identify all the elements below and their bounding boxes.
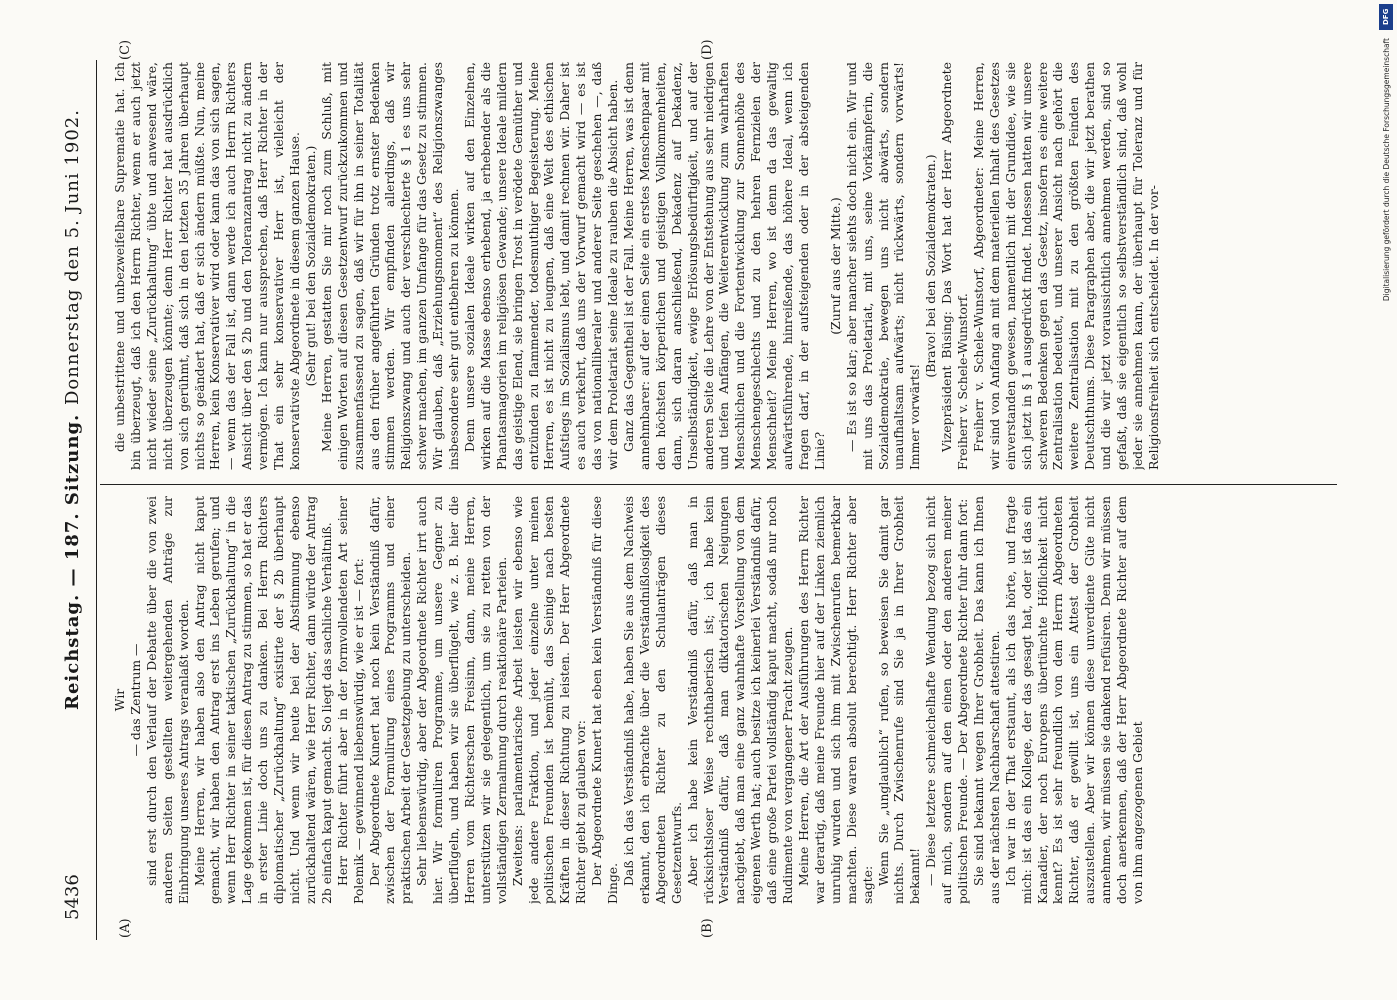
- paragraph: Wir: [112, 688, 127, 712]
- paragraph: (Sehr gut! bei den Sozialdemokraten.): [302, 145, 318, 387]
- paragraph: Daß ich das Verständniß habe, haben Sie aus dem Nachweis erkannt, den ich erbrachte über die Verständnißlosigkeit des Abgeordneten Richter zu den Schulanträgen dieses Gesetzentwurfs.: [621, 496, 684, 904]
- paragraph: sind erst durch den Verlauf der Debatte über die von zwei anderen Seiten gestellten weitergehenden Anträge zur Einbringung unseres Antrags veranlaßt worden.: [143, 496, 191, 904]
- paragraph: (Bravo! bei den Sozialdemokraten.): [923, 154, 939, 378]
- right-column: [112, 62, 1337, 470]
- paragraph: Meine Herren, wir haben also den Antrag nicht kaput gemacht, wir haben den Antrag erst ins Leben gerufen; und wenn Herr Richter in seiner taktischen „Zurückhaltung“ in die Lage gekommen ist, für diesen Antrag zu stimmen, so hat er das in erster Linie doch uns zu danken. Bei Herrn Richters diplomatischer „Zurückhaltung“ existirte der § 2b überhaupt nicht. Und wenn wir heute bei der Abstimmung ebenso zurückhaltend wären, wie Herr Richter, dann würde der Antrag 2b einfach kaput gemacht. So liegt das sachliche Verhältniß.: [191, 496, 334, 904]
- paragraph: Ganz das Gegentheil ist der Fall. Meine Herren, was ist denn annehmbarer: auf der einen Seite ein erstes Menschenpaar mit den höchsten körperlichen und geistigen Vollkommenheiten, dann, sich daran anschließend, Dekadenz auf Dekadenz, Unselbständigkeit, ewige Erlösungsbedürftigkeit, und auf der anderen Seite die Lehre von der Entstehung aus sehr niedrigen und tiefen Anfängen, die Weiterentwicklung zum wahrhaften Menschlichen und die Fortentwicklung zur Sonnenhöhe des Menschengeschlechts und zu den hehren Fernzielen der Menschheit? Meine Herren, wo ist denn da das gewaltig aufwärtsführende, hinreißende, das höhere Ideal, wenn ich fragen darf, in der aufsteigenden oder in der absteigenden Linie?: [621, 62, 827, 470]
- paragraph: Aber ich habe kein Verständniß dafür, daß man in rücksichtsloser Weise rechthaberisch ist; ich habe kein Verständniß dafür, daß man diktatorischen Neigungen nachgiebt, daß man eine ganz wahnhafte Vorstellung von dem eigenen Werth hat; auch besitze ich keinerlei Verständniß dafür, daß eine große Partei vollständig kaput macht, sodaß nur noch Rudimente von vergangener Pracht zeugen.: [684, 496, 796, 904]
- margin-marker-b: (B): [700, 918, 715, 938]
- paragraph: Meine Herren, die Art der Ausführungen des Herrn Richter war derartig, daß meine Freunde hier auf der Linken ziemlich unruhig wurden und sich ihm mit Zwischenrufen bemerkbar machten. Diese waren absolut berechtigt. Herr Richter aber sagte:: [795, 496, 875, 904]
- page-header: [56, 60, 97, 940]
- paragraph: Vizepräsident Büsing: Das Wort hat der Herr Abgeordnete Freiherr v. Schele-Wunstorf.: [939, 62, 971, 470]
- paragraph: Meine Herren, gestatten Sie mir noch zum Schluß, mit einigen Worten auf diesen Gesetzentwurf zurückzukommen und zusammenfassend zu sagen, daß wir für ihn in seiner Totalität aus den früher angeführten Gründen trotz ernster Bedenken stimmen werden. Wir empfinden allerdings, daß wir Religionszwang und auch der verschlechterte § 1 es uns sehr schwer machen, im ganzen Umfange für das Gesetz zu stimmen. Wir glauben, daß „Erziehungsmoment“ des Religionszwanges insbesondere sehr gut entbehren zu können.: [318, 62, 462, 470]
- digitization-watermark: Digitalisierung gefördert durch die Deutsche Forschungsgemeinschaft: [1382, 38, 1391, 302]
- header-date: Donnerstag den 5. Juni 1902.: [62, 109, 83, 405]
- margin-marker-d: (D): [700, 39, 715, 60]
- paragraph: die unbestrittene und unbezweifelbare Suprematie hat. Ich bin überzeugt, daß ich den Herrn Richter, wenn er auch jetzt nicht wieder seine „Zurückhaltung“ übte und anwesend wäre, nicht überzeugen könnte; denn Herr Richter hat ausdrücklich von sich gerühmt, daß sich in den letzten 35 Jahren überhaupt nichts so geändert hat, daß er sich ändern müßte. Nun, meine Herren, kein Konservativer wird oder kann das von sich sagen, — wenn das der Fall ist, dann werde ich auch Herrn Richters Ansicht über den § 2b und den Toleranzantrag nicht zu ändern vermögen. Ich kann nur aussprechen, daß Herr Richter in der That ein sehr konservativer Herr ist, vielleicht der konservativste Abgeordnete in diesem ganzen Hause.: [112, 62, 302, 470]
- column-divider: [100, 484, 1337, 485]
- paragraph: Sie sind bekannt wegen Ihrer Grobheit. Das kann ich Ihnen aus der nächsten Nachbarschaft attestiren.: [970, 496, 1002, 904]
- paragraph: — Diese letztere schmeichelhafte Wendung bezog sich nicht auf mich, sondern auf den einen oder den anderen meiner politischen Freunde. — Der Abgeordnete Richter fuhr dann fort:: [923, 496, 971, 904]
- paragraph: Denn unsere sozialen Ideale wirken auf den Einzelnen, wirken auf die Masse ebenso erhebend, ja erhebender als die Phantasmagorien im religiösen Gewande; unsere Ideale mildern das geistige Elend, sie bringen Trost in verödete Gemüther und entzünden zu flammender, todesmuthiger Begeisterung. Meine Herren, es ist nicht zu leugnen, daß eine Welt des ethischen Aufstiegs im Sozialismus lebt, und damit rechnen wir. Daher ist es auch verkehrt, daß uns der Vorwurf gemacht wird — es ist das von nationalliberaler und anderer Seite geschehen —, daß wir dem Proletariat seine Ideale zu rauben die Absicht haben.: [461, 62, 621, 470]
- paragraph: Zweitens: parlamentarische Arbeit leisten wir ebenso wie jede andere Fraktion, und jeder einzelne unter meinen politischen Freunden ist bemüht, das Seinige nach besten Kräften in dieser Richtung zu leisten. Der Herr Abgeordnete Richter giebt zu glauben vor:: [509, 496, 589, 904]
- header-title: Reichstag. — 187. Sitzung.: [62, 413, 83, 710]
- paragraph: — das Zentrum —: [127, 643, 143, 757]
- page-number: 5436: [62, 874, 83, 920]
- paragraph: Freiherr v. Schele-Wunstorf, Abgeordneter: Meine Herren, wir sind von Anfang an mit dem materiellen Inhalt des Gesetzes einverstanden gewesen, namentlich mit der Grundidee, wie sie sich jetzt in § 1 ausgedrückt findet. Indessen hatten wir unsere schweren Bedenken gegen das Gesetz, insofern es eine weitere Zentralisation bedeutet, und unserer Ansicht nach gehört die weitere Zentralisation mit zu den größten Feinden des Deutschthums. Diese Paragraphen aber, die wir jetzt berathen und die wir jetzt voraussichtlich annehmen werden, sind so gefaßt, daß sie eigentlich so selbstverständlich sind, daß wohl jeder sie annehmen kann, der überhaupt für Toleranz und für Religionsfreiheit sich entscheidet. In der vor-: [970, 62, 1161, 470]
- paragraph: Sehr liebenswürdig, aber der Abgeordnete Richter irrt auch hier. Wir formuliren Programme, um unsere Gegner zu überflügeln, und haben wir sie überflügelt, wie z. B. hier die Herren vom Richterschen Freisinn, dann, meine Herren, unterstützen wir sie gelegentlich, um sie zu retten von der vollständigen Zermalmung durch reaktionäre Parteien.: [414, 496, 509, 904]
- paragraph: Ich war in der That erstaunt, als ich das hörte, und fragte mich: ist das ein Kollege, der das gesagt hat, oder ist das ein Kanadier, der noch Europens übertünchte Höflichkeit nicht kennt? Es ist sehr freundlich von dem Herrn Abgeordneten Richter, daß er gewillt ist, uns ein Attest der Grobheit auszustellen. Aber wir können diese unverdiente Güte nicht annehmen, wir müssen sie dankend refüsiren. Denn wir müssen doch anerkennen, daß der Herr Abgeordnete Richter auf dem von ihm angezogenen Gebiet: [1002, 496, 1145, 904]
- dfg-logo: DFG: [1379, 4, 1393, 30]
- paragraph: — Es ist so klar; aber mancher siehts doch nicht ein. Wir und mit uns das Proletariat, mit uns, seine Vorkämpferin, die Sozialdemokratie, bewegen uns nicht abwärts, sondern unaufhaltsam aufwärts; nicht rückwärts, sondern vorwärts! Immer vorwärts!: [843, 62, 923, 470]
- margin-marker-c: (C): [118, 39, 133, 60]
- left-column: [112, 496, 1337, 904]
- paragraph: (Zuruf aus der Mitte.): [827, 197, 843, 335]
- paragraph: Der Abgeordnete Kunert hat eben kein Verständniß für diese Dinge.: [589, 496, 621, 904]
- margin-marker-a: (A): [118, 918, 133, 938]
- paragraph: Wenn Sie „unglaublich“ rufen, so beweisen Sie damit gar nichts. Durch Zwischenrufe sind Sie ja in Ihrer Grobheit bekannt!: [875, 496, 923, 904]
- paragraph: Herr Richter führt aber in der formvollendeten Art seiner Polemik — gewinnend liebenswürdig, wie er ist — fort:: [334, 496, 366, 904]
- paragraph: Der Abgeordnete Kunert hat noch kein Verständniß dafür, zwischen der Formulirung eines Programms und einer praktischen Arbeit der Gesetzgebung zu unterscheiden.: [366, 496, 414, 904]
